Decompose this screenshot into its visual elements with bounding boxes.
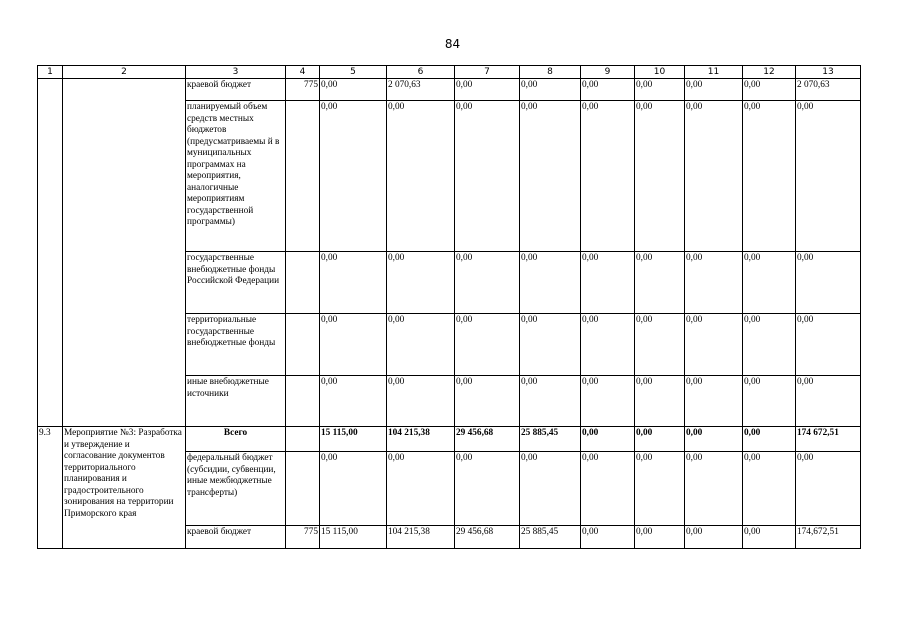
value-cell: 0,00 [520,79,581,101]
value-cell: 0,00 [635,427,685,452]
value-cell: 0,00 [685,101,743,252]
value-cell: 0,00 [685,526,743,549]
value-cell: 0,00 [320,452,387,526]
source-cell: краевой бюджет [186,526,286,549]
value-cell: 174,672,51 [796,526,861,549]
value-cell: 2 070,63 [796,79,861,101]
value-cell: 0,00 [581,427,635,452]
value-cell: 0,00 [581,252,635,314]
code-cell: 775 [286,526,320,549]
value-cell: 0,00 [581,101,635,252]
value-cell: 0,00 [581,452,635,526]
measure-number-cell: 9.3 [38,427,63,549]
value-cell: 0,00 [635,376,685,427]
value-cell: 0,00 [455,79,520,101]
code-cell [286,252,320,314]
source-cell: иные внебюджетные источники [186,376,286,427]
value-cell: 0,00 [796,101,861,252]
value-cell: 104 215,38 [387,427,455,452]
value-cell: 0,00 [685,314,743,376]
value-cell: 0,00 [743,101,796,252]
value-cell: 0,00 [685,79,743,101]
value-cell: 0,00 [796,314,861,376]
value-cell: 0,00 [387,252,455,314]
value-cell: 0,00 [320,252,387,314]
value-cell: 0,00 [685,427,743,452]
value-cell: 0,00 [520,376,581,427]
header-cell: 13 [796,66,861,79]
value-cell: 0,00 [685,452,743,526]
value-cell: 0,00 [581,79,635,101]
header-cell: 12 [743,66,796,79]
value-cell: 0,00 [455,452,520,526]
value-cell: 0,00 [520,452,581,526]
header-cell: 11 [685,66,743,79]
code-cell [286,427,320,452]
value-cell: 104 215,38 [387,526,455,549]
value-cell: 0,00 [635,252,685,314]
value-cell: 0,00 [743,314,796,376]
value-cell: 0,00 [685,376,743,427]
value-cell: 0,00 [635,101,685,252]
value-cell: 0,00 [581,376,635,427]
value-cell: 15 115,00 [320,427,387,452]
value-cell: 2 070,63 [387,79,455,101]
header-cell: 7 [455,66,520,79]
value-cell: 0,00 [320,101,387,252]
value-cell: 0,00 [743,376,796,427]
header-cell: 5 [320,66,387,79]
value-cell: 29 456,68 [455,427,520,452]
header-cell: 1 [38,66,63,79]
value-cell: 0,00 [387,101,455,252]
value-cell: 0,00 [320,79,387,101]
header-cell: 8 [520,66,581,79]
value-cell: 29 456,68 [455,526,520,549]
header-cell: 3 [186,66,286,79]
header-cell: 4 [286,66,320,79]
value-cell: 0,00 [796,376,861,427]
value-cell: 0,00 [796,252,861,314]
source-cell: краевой бюджет [186,79,286,101]
source-cell: планируемый объем средств местных бюджетов (предусматриваемы й в муниципальных программах на мероприятия, аналогичные мероприятиям государственной программы) [186,101,286,252]
value-cell: 0,00 [635,314,685,376]
value-cell: 0,00 [455,376,520,427]
code-cell [286,376,320,427]
value-cell: 0,00 [320,376,387,427]
value-cell: 0,00 [743,79,796,101]
value-cell: 0,00 [455,314,520,376]
measure-name-cell: Мероприятие №3: Разработка и утверждение и согласование документов территориального планирования и градостроительного зонирования на территории Приморского края [63,427,186,549]
source-cell: федеральный бюджет (субсидии, субвенции, иные межбюджетные трансферты) [186,452,286,526]
value-cell: 0,00 [743,252,796,314]
value-cell: 0,00 [455,101,520,252]
value-cell: 0,00 [387,452,455,526]
table-row [38,427,861,452]
value-cell: 0,00 [520,314,581,376]
value-cell: 15 115,00 [320,526,387,549]
source-cell: территориальные государственные внебюджетные фонды [186,314,286,376]
value-cell: 0,00 [635,526,685,549]
total-label-cell: Всего [186,427,286,452]
header-cell: 10 [635,66,685,79]
value-cell: 25 885,45 [520,526,581,549]
number-cell [38,79,63,427]
header-cell: 9 [581,66,635,79]
value-cell: 0,00 [387,376,455,427]
value-cell: 0,00 [320,314,387,376]
header-cell: 6 [387,66,455,79]
code-cell [286,101,320,252]
value-cell: 0,00 [455,252,520,314]
value-cell: 0,00 [581,314,635,376]
page-number: 84 [444,37,461,51]
value-cell: 0,00 [685,252,743,314]
value-cell: 0,00 [520,252,581,314]
value-cell: 0,00 [635,452,685,526]
header-row [38,66,861,79]
value-cell: 25 885,45 [520,427,581,452]
code-cell [286,314,320,376]
value-cell: 0,00 [520,101,581,252]
value-cell: 0,00 [387,314,455,376]
value-cell: 0,00 [796,452,861,526]
measure-name-cell [63,79,186,427]
budget-table [37,65,861,549]
value-cell: 0,00 [581,526,635,549]
value-cell: 0,00 [635,79,685,101]
code-cell: 775 [286,79,320,101]
header-cell: 2 [63,66,186,79]
value-cell: 174 672,51 [796,427,861,452]
value-cell: 0,00 [743,452,796,526]
code-cell [286,452,320,526]
value-cell: 0,00 [743,526,796,549]
value-cell: 0,00 [743,427,796,452]
source-cell: государственные внебюджетные фонды Российской Федерации [186,252,286,314]
table-row [38,79,861,101]
